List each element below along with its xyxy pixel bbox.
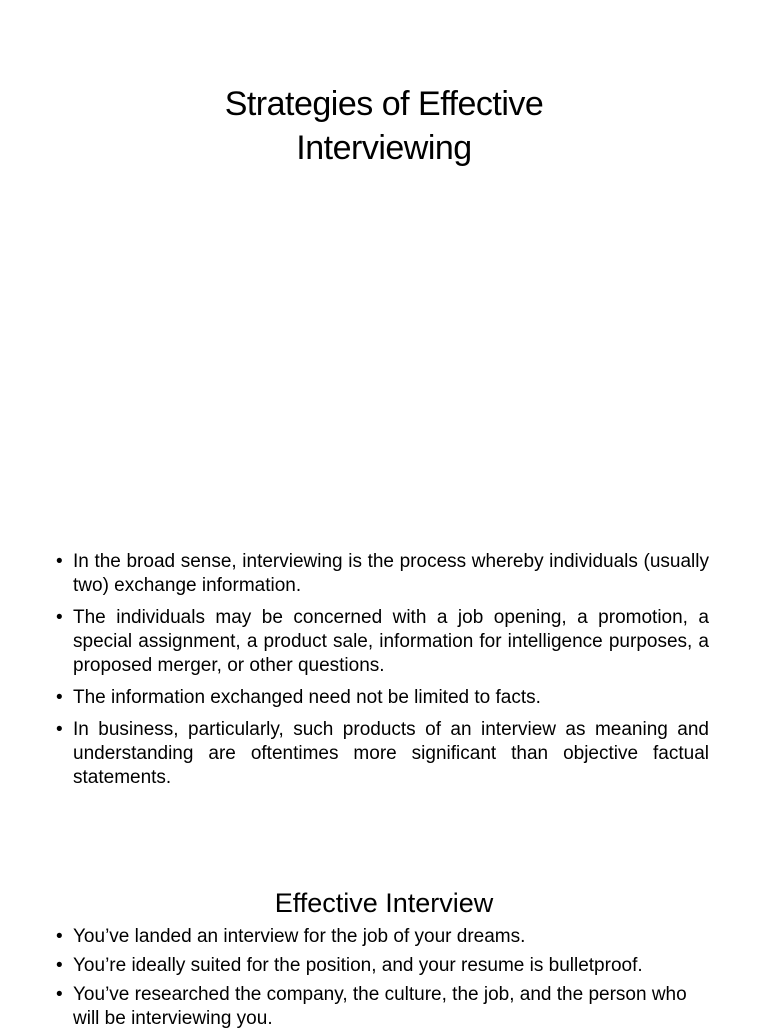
presentation-title <box>0 82 768 170</box>
bullet-list <box>56 550 709 798</box>
bullet-item: • You’ve landed an interview for the job of your dreams. <box>56 925 709 949</box>
bullet-item: • The individuals may be concerned with a job opening, a promotion, a special assignment, a product sale, information for intelligence purposes, a proposed merger, or other questions. <box>56 606 709 678</box>
title-slide <box>0 0 768 512</box>
bullet-item: • You’re ideally suited for the position, and your resume is bulletproof. <box>56 954 709 978</box>
bullet-list <box>56 925 709 1036</box>
bullet-item: • The information exchanged need not be limited to facts. <box>56 686 709 710</box>
bullet-item: • In business, particularly, such products of an interview as meaning and understanding are oftentimes more significant than objective factual statements. <box>56 718 709 790</box>
effective-interview-slide <box>0 832 768 1029</box>
bullet-item: • You’ve researched the company, the culture, the job, and the person who will be interviewing you. <box>56 983 709 1031</box>
definition-slide <box>0 512 768 832</box>
title-line-1: Strategies of Effective <box>224 85 544 123</box>
title-line-2: Interviewing <box>296 129 472 167</box>
section-title: Effective Interview <box>274 888 494 918</box>
bullet-item: • In the broad sense, interviewing is the process whereby individuals (usually two) exchange information. <box>56 550 709 598</box>
